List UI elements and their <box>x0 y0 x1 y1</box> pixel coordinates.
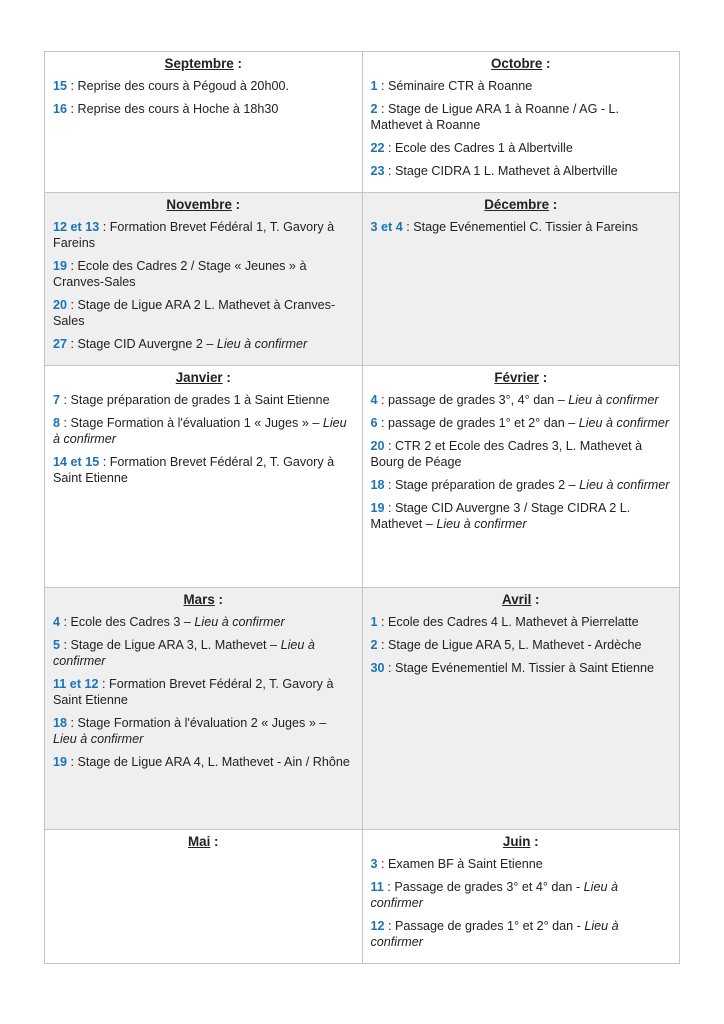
event-note: Lieu à confirmer <box>53 416 347 446</box>
month-title-suffix: : <box>538 370 548 385</box>
event-item <box>371 879 672 911</box>
month-title-suffix: : <box>231 197 241 212</box>
event-text: : Formation Brevet Fédéral 2, T. Gavory à Saint Etienne <box>53 677 334 707</box>
event-item <box>53 219 354 251</box>
event-day: 2 <box>370 102 378 116</box>
event-item <box>53 614 354 630</box>
month-name: Juin <box>502 834 531 849</box>
month-title <box>371 370 672 386</box>
event-day: 12 et 13 <box>53 220 100 234</box>
event-text: : Stage Formation à l'évaluation 2 « Juges » – <box>67 716 327 730</box>
month-name: Décembre <box>484 197 550 212</box>
event-day: 19 <box>53 259 68 273</box>
event-day: 4 <box>370 393 378 407</box>
event-note: Lieu à confirmer <box>578 416 670 430</box>
month-name: Février <box>494 370 539 385</box>
event-item <box>371 918 672 950</box>
event-day: 1 <box>370 615 378 629</box>
month-title-suffix: : <box>214 592 223 607</box>
month-name: Avril <box>502 592 532 607</box>
event-text: : Reprise des cours à Hoche à 18h30 <box>67 102 279 116</box>
event-text: : Stage Evénementiel M. Tissier à Saint Etienne <box>384 661 655 675</box>
calendar-row <box>45 588 680 830</box>
event-day: 30 <box>370 661 385 675</box>
event-item <box>53 454 354 486</box>
event-day: 19 <box>53 755 68 769</box>
event-text: : Passage de grades 1° et 2° dan - <box>384 919 585 933</box>
event-note: Lieu à confirmer <box>579 478 670 492</box>
event-text: : Formation Brevet Fédéral 2, T. Gavory à Saint Etienne <box>53 455 335 485</box>
event-item <box>371 500 672 532</box>
event-text: : Stage Evénementiel C. Tissier à Fareins <box>402 220 638 234</box>
month-title-suffix: : <box>549 197 558 212</box>
event-day: 11 et 12 <box>53 677 99 691</box>
event-item <box>371 477 672 493</box>
event-text: : Stage CIDRA 1 L. Mathevet à Albertville <box>384 164 618 178</box>
event-text: : Passage de grades 3° et 4° dan - <box>383 880 584 894</box>
event-item <box>371 140 672 156</box>
month-title-suffix: : <box>210 834 219 849</box>
event-item <box>53 392 354 408</box>
month-cell <box>362 830 680 964</box>
calendar-body <box>45 52 680 964</box>
event-item <box>53 78 354 94</box>
calendar-table <box>44 51 680 964</box>
event-day: 3 et 4 <box>370 220 403 234</box>
event-note: Lieu à confirmer <box>436 517 527 531</box>
calendar-row <box>45 52 680 193</box>
event-text: : Stage Formation à l'évaluation 1 « Juges » – <box>60 416 323 430</box>
event-day: 18 <box>370 478 385 492</box>
event-note: Lieu à confirmer <box>53 732 144 746</box>
calendar-row <box>45 193 680 366</box>
event-day: 6 <box>370 416 378 430</box>
event-text: : Stage de Ligue ARA 3, L. Mathevet – <box>60 638 281 652</box>
month-title <box>53 370 354 386</box>
event-text: : Stage CID Auvergne 3 / Stage CIDRA 2 L. Mathevet – <box>370 501 631 531</box>
event-text: : Stage de Ligue ARA 4, L. Mathevet - Ain / Rhône <box>67 755 350 769</box>
event-item <box>53 415 354 447</box>
event-day: 4 <box>53 615 61 629</box>
month-title <box>371 56 672 72</box>
event-day: 5 <box>53 638 61 652</box>
month-cell <box>45 193 363 366</box>
event-day: 7 <box>53 393 61 407</box>
event-day: 18 <box>53 716 68 730</box>
event-day: 8 <box>53 416 61 430</box>
event-text: : passage de grades 3°, 4° dan – <box>377 393 569 407</box>
month-title-suffix: : <box>531 592 540 607</box>
event-note: Lieu à confirmer <box>216 337 308 351</box>
event-day: 20 <box>53 298 68 312</box>
month-name: Novembre <box>166 197 232 212</box>
event-item <box>371 78 672 94</box>
event-text: : Stage préparation de grades 1 à Saint Etienne <box>60 393 330 407</box>
event-item <box>371 614 672 630</box>
event-item <box>371 660 672 676</box>
month-title <box>53 834 354 850</box>
event-day: 23 <box>370 164 385 178</box>
event-text: : CTR 2 et Ecole des Cadres 3, L. Mathevet à Bourg de Péage <box>370 439 643 469</box>
event-item <box>371 856 672 872</box>
event-item <box>371 637 672 653</box>
event-item <box>53 637 354 669</box>
month-name: Octobre <box>490 56 543 71</box>
month-title <box>53 592 354 608</box>
event-text: : Stage de Ligue ARA 1 à Roanne / AG - L. Mathevet à Roanne <box>370 102 620 132</box>
event-item <box>371 163 672 179</box>
month-title-suffix: : <box>233 56 242 71</box>
event-day: 16 <box>53 102 68 116</box>
event-item <box>371 415 672 431</box>
event-day: 27 <box>53 337 68 351</box>
event-text: : Ecole des Cadres 4 L. Mathevet à Pierrelatte <box>377 615 639 629</box>
month-name: Janvier <box>175 370 223 385</box>
event-text: : Stage de Ligue ARA 5, L. Mathevet - Ardèche <box>377 638 642 652</box>
event-item <box>371 392 672 408</box>
event-day: 14 et 15 <box>53 455 100 469</box>
event-item <box>53 336 354 352</box>
month-title <box>53 197 354 213</box>
month-name: Septembre <box>164 56 234 71</box>
month-cell <box>45 52 363 193</box>
event-text: : Examen BF à Saint Etienne <box>377 857 543 871</box>
month-cell <box>362 193 680 366</box>
event-note: Lieu à confirmer <box>370 880 618 910</box>
event-item <box>53 258 354 290</box>
month-title <box>371 592 672 608</box>
month-cell <box>45 588 363 830</box>
month-cell <box>362 366 680 588</box>
event-day: 15 <box>53 79 68 93</box>
event-item <box>53 754 354 770</box>
event-text: : passage de grades 1° et 2° dan – <box>377 416 579 430</box>
month-cell <box>45 830 363 964</box>
event-text: : Stage CID Auvergne 2 – <box>67 337 217 351</box>
month-name: Mars <box>183 592 215 607</box>
event-note: Lieu à confirmer <box>568 393 659 407</box>
month-title-suffix: : <box>222 370 231 385</box>
month-cell <box>362 52 680 193</box>
calendar-row <box>45 830 680 964</box>
event-note: Lieu à confirmer <box>53 638 315 668</box>
event-item <box>371 438 672 470</box>
event-text: : Séminaire CTR à Roanne <box>377 79 533 93</box>
event-day: 11 <box>370 880 384 894</box>
month-name: Mai <box>187 834 211 849</box>
event-text: : Ecole des Cadres 1 à Albertville <box>384 141 573 155</box>
event-day: 1 <box>370 79 378 93</box>
event-day: 19 <box>370 501 385 515</box>
event-day: 12 <box>370 919 385 933</box>
event-item <box>53 297 354 329</box>
event-day: 2 <box>370 638 378 652</box>
month-title <box>371 197 672 213</box>
event-day: 22 <box>370 141 385 155</box>
event-item <box>53 715 354 747</box>
month-title <box>53 56 354 72</box>
month-cell <box>45 366 363 588</box>
event-note: Lieu à confirmer <box>194 615 285 629</box>
event-day: 20 <box>370 439 385 453</box>
event-text: : Formation Brevet Fédéral 1, T. Gavory à Fareins <box>53 220 335 250</box>
event-day: 3 <box>370 857 378 871</box>
event-text: : Ecole des Cadres 2 / Stage « Jeunes » à Cranves-Sales <box>53 259 307 289</box>
event-item <box>53 676 354 708</box>
month-cell <box>362 588 680 830</box>
month-title <box>371 834 672 850</box>
month-title-suffix: : <box>542 56 551 71</box>
event-text: : Reprise des cours à Pégoud à 20h00. <box>67 79 289 93</box>
calendar-row <box>45 366 680 588</box>
event-item <box>371 101 672 133</box>
event-note: Lieu à confirmer <box>370 919 619 949</box>
event-text: : Ecole des Cadres 3 – <box>60 615 195 629</box>
event-item <box>53 101 354 117</box>
month-title-suffix: : <box>530 834 539 849</box>
event-text: : Stage de Ligue ARA 2 L. Mathevet à Cranves-Sales <box>53 298 336 328</box>
event-text: : Stage préparation de grades 2 – <box>384 478 580 492</box>
event-item <box>371 219 672 235</box>
